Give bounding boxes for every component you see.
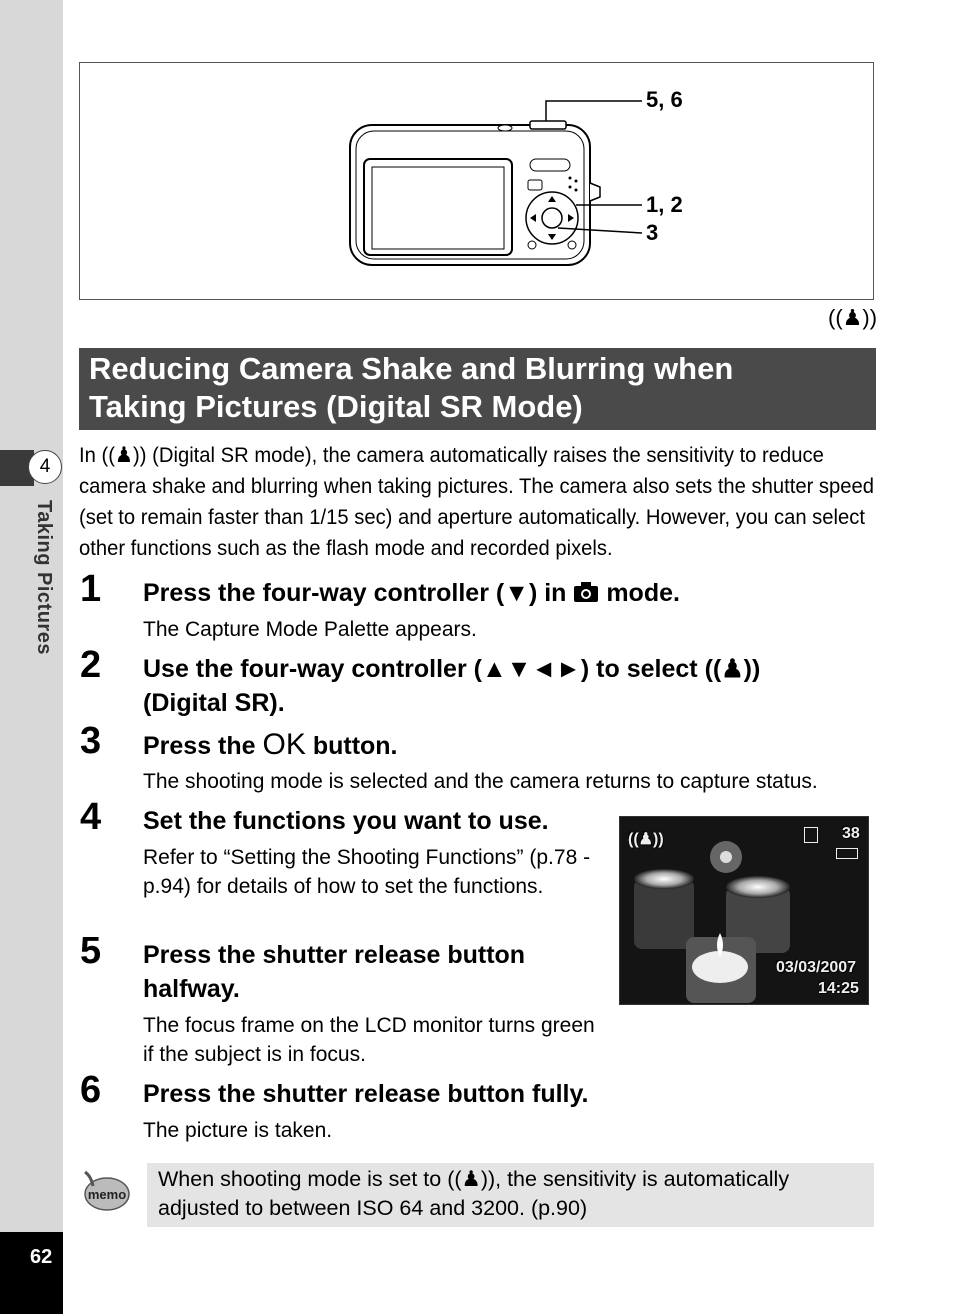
callout-four-way: 1, 2 [646,192,683,217]
step-3-title [143,728,398,763]
lcd-date: 03/03/2007 [776,959,857,976]
step-1-number: 1 [80,568,102,610]
camera-icon [573,578,599,612]
ok-button-icon: OK [262,728,306,761]
step-4-title: Set the functions you want to use. [143,807,549,835]
step-6-number: 6 [80,1069,102,1111]
step-4-number: 4 [80,796,102,838]
callout-ok: 3 [646,220,659,245]
memo-text-end: , the sensitivity is automatically adjusted to between ISO 64 and 3200. (p.90) [158,1167,790,1220]
camera-illustration [80,63,873,299]
step-2-title [143,652,863,720]
step-5-title: Press the shutter release button halfway. [143,941,526,1003]
lcd-shots-remaining: 38 [842,825,860,842]
digital-sr-icon: ((♟)) [101,443,147,467]
section-heading [79,348,876,430]
step-6-title: Press the shutter release button fully. [143,1080,589,1108]
lcd-digital-sr-icon: ((♟)) [628,831,664,848]
memo-note [147,1163,874,1227]
memo-icon-label: memo [87,1187,127,1202]
step-5-desc: The focus frame on the LCD monitor turns green if the subject is in focus. [143,1014,595,1066]
lcd-time: 14:25 [818,980,859,997]
step-3-number: 3 [80,720,102,762]
step-4-desc: Refer to “Setting the Shooting Functions” (p.78 - p.94) for details of how to set the functions. [143,846,591,898]
chapter-number: 4 [28,450,62,484]
digital-sr-icon: ((♟)) [447,1167,496,1191]
memo-text-start: When shooting mode is set to [158,1167,448,1191]
step-1-title [143,576,680,612]
heading-line-2: Taking Pictures (Digital SR Mode) [89,389,583,424]
page-number-block [0,1232,63,1314]
step-1-title-text: Press the four-way controller (▼) in [143,579,574,607]
page-number: 62 [30,1246,53,1268]
heading-line-1: Reducing Camera Shake and Blurring when [89,351,734,386]
step-3-desc: The shooting mode is selected and the camera returns to capture status. [143,770,818,793]
step-2-number: 2 [80,644,102,686]
intro-text-end: (Digital SR mode), the camera automatically raises the sensitivity to reduce camera shake and blurring when taking pictures. The camera also sets the shutter speed (set to remain faster than 1/15 sec) and aperture automatically. However, you can select other functions such as the flash mode and recorded pixels. [79,443,874,560]
step-1-desc: The Capture Mode Palette appears. [143,618,477,641]
lcd-battery-icon [836,848,858,859]
step-3-title-suffix: button. [305,732,398,760]
memo-icon [81,1170,131,1217]
lcd-screen-photo [619,816,869,1005]
lcd-card-icon [804,827,818,843]
step-1-title-suffix: mode. [599,579,680,607]
step-2-title-text: Use the four-way controller (▲▼◄►) to select [143,655,705,683]
step-5-number: 5 [80,930,102,972]
step-2-title-suffix: (Digital SR). [143,689,285,717]
step-6-desc: The picture is taken. [143,1119,333,1142]
digital-sr-icon: ((♟)) [828,305,878,330]
camera-figure [79,62,874,300]
digital-sr-icon: ((♟)) [704,655,761,683]
chapter-label: Taking Pictures [33,500,55,655]
intro-text-start: In [79,443,102,467]
sidebar [0,0,63,1314]
step-3-title-text: Press the [143,732,263,760]
intro-paragraph [79,440,878,564]
callout-shutter: 5, 6 [646,87,683,112]
